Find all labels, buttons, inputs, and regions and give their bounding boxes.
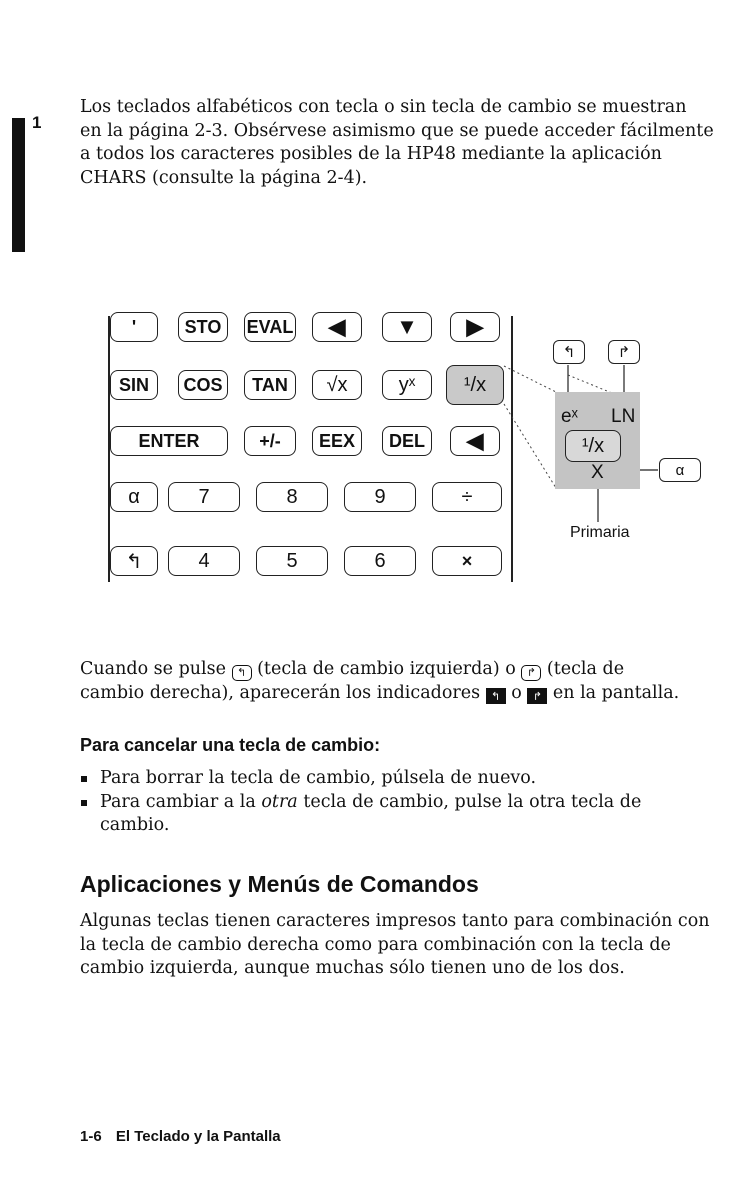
key-tick: ' xyxy=(110,312,158,342)
key-divide: ÷ xyxy=(432,482,502,512)
key-multiply: × xyxy=(432,546,502,576)
detail-right-shift-key: ↱ xyxy=(608,340,640,364)
key-backspace: ◀ xyxy=(450,426,500,456)
key-detail-panel xyxy=(555,392,640,489)
list-item: Para borrar la tecla de cambio, púlsela de nuevo. xyxy=(80,767,720,791)
key-6: 6 xyxy=(344,546,416,576)
detail-primary-label: Primaria xyxy=(570,524,630,541)
page-number: 1-6 xyxy=(80,1128,102,1145)
page-footer xyxy=(80,1128,281,1145)
key-tan: TAN xyxy=(244,370,296,400)
detail-alpha-key: α xyxy=(659,458,701,482)
cancel-shift-list xyxy=(80,767,720,838)
section-heading: Aplicaciones y Menús de Comandos xyxy=(80,871,479,897)
detail-inverse-key: ¹/x xyxy=(565,430,621,462)
key-eval: EVAL xyxy=(244,312,296,342)
key-yx: yˣ xyxy=(382,370,432,400)
detail-ex-label: eˣ xyxy=(561,406,578,427)
left-shift-indicator-icon: ↰ xyxy=(486,688,506,704)
key-9: 9 xyxy=(344,482,416,512)
intro-paragraph: Los teclados alfabéticos con tecla o sin tecla de cambio se muestran en la página 2-3. Obsérvese asimismo que se puede acceder fácilmente a todos los caracteres posibles de la HP48 mediante la aplicación CHARS (consulte la página 2-4). xyxy=(80,97,714,188)
key-chs: +/- xyxy=(244,426,296,456)
key-left-arrow: ◀ xyxy=(312,312,362,342)
detail-ln-label: LN xyxy=(611,406,636,427)
key-inverse: ¹/x xyxy=(446,365,504,405)
key-eex: EEX xyxy=(312,426,362,456)
key-del: DEL xyxy=(382,426,432,456)
key-sin: SIN xyxy=(110,370,158,400)
key-sto: STO xyxy=(178,312,228,342)
key-down-arrow: ▼ xyxy=(382,312,432,342)
key-alpha: α xyxy=(110,482,158,512)
key-sqrt: √x xyxy=(312,370,362,400)
list-item: Para cambiar a la otra tecla de cambio, pulse la otra tecla de cambio. xyxy=(80,791,720,838)
key-cos: COS xyxy=(178,370,228,400)
key-8: 8 xyxy=(256,482,328,512)
key-right-arrow: ▶ xyxy=(450,312,500,342)
key-enter: ENTER xyxy=(110,426,228,456)
left-shift-key-icon: ↰ xyxy=(232,665,252,681)
detail-x-label: X xyxy=(591,462,604,483)
shift-paragraph: Cuando se pulse ↰ (tecla de cambio izquierda) o ↱ (tecla de cambio derecha), aparecerán los indicadores ↰ o ↱ en la pantalla. xyxy=(80,659,680,703)
right-shift-indicator-icon: ↱ xyxy=(527,688,547,704)
cancel-shift-heading: Para cancelar una tecla de cambio: xyxy=(80,735,381,755)
key-7: 7 xyxy=(168,482,240,512)
key-4: 4 xyxy=(168,546,240,576)
right-shift-key-icon: ↱ xyxy=(521,665,541,681)
footer-title: El Teclado y la Pantalla xyxy=(115,1128,281,1145)
closing-paragraph: Algunas teclas tienen caracteres impresos tanto para combinación con la tecla de cambio derecha como para combinación con la tecla de cambio izquierda, aunque muchas sólo tienen uno de los dos. xyxy=(80,911,710,978)
key-5: 5 xyxy=(256,546,328,576)
chapter-marker: 1 xyxy=(32,113,42,132)
key-left-shift: ↰ xyxy=(110,546,158,576)
detail-left-shift-key: ↰ xyxy=(553,340,585,364)
